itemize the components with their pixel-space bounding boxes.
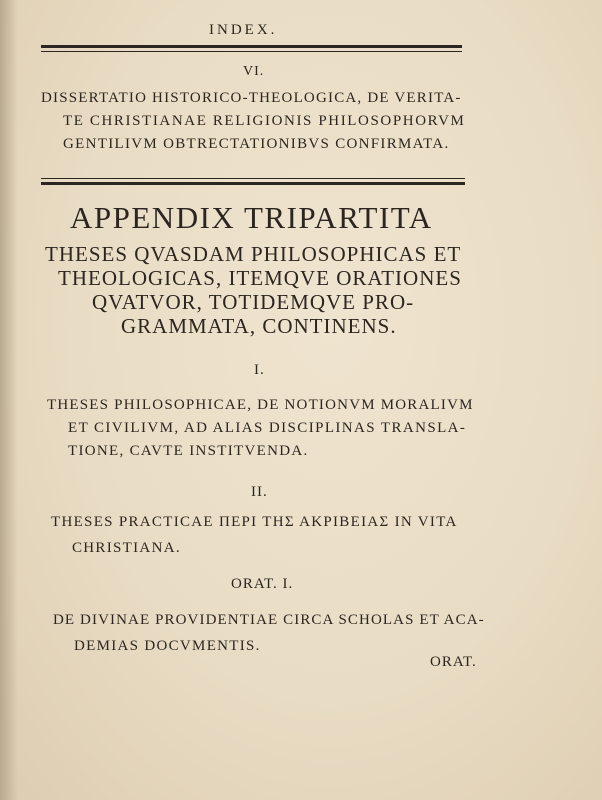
header-rule-thick: [41, 45, 462, 48]
part-ii-line-1: THESES PRACTICAE ΠΕΡΙ ΤΗΣ ΑΚΡΙΒΕΙΑΣ IN VITA: [51, 514, 458, 530]
section-vi-line-1: DISSERTATIO HISTORICO-THEOLOGICA, DE VERITA-: [41, 90, 462, 106]
divider-rule-thin: [41, 178, 465, 179]
appendix-subtitle-line-2: THEOLOGICAS, ITEMQVE ORATIONES: [58, 266, 462, 290]
section-vi-line-2: TE CHRISTIANAE RELIGIONIS PHILOSOPHORVM: [63, 113, 466, 129]
part-i-line-3: TIONE, CAVTE INSTITVENDA.: [68, 443, 309, 459]
appendix-subtitle-line-3: QVATVOR, TOTIDEMQVE PRO-: [92, 290, 415, 314]
section-vi-line-3: GENTILIVM OBTRECTATIONIBVS CONFIRMATA.: [63, 136, 450, 152]
divider-rule-thick: [41, 182, 465, 185]
orat-i-line-2: DEMIAS DOCVMENTIS.: [74, 638, 261, 654]
section-vi-number: VI.: [243, 64, 265, 79]
part-i-number: I.: [254, 362, 265, 378]
appendix-subtitle-line-1: THESES QVASDAM PHILOSOPHICAS ET: [45, 242, 462, 266]
page-gutter-shadow: [0, 0, 18, 800]
orat-i-line-1: DE DIVINAE PROVIDENTIAE CIRCA SCHOLAS ET ACA-: [53, 612, 485, 628]
appendix-title: APPENDIX TRIPARTITA: [70, 200, 433, 235]
orat-i-heading: ORAT. I.: [231, 576, 294, 592]
part-i-line-2: ET CIVILIVM, AD ALIAS DISCIPLINAS TRANSLA-: [68, 420, 467, 436]
part-ii-line-2: CHRISTIANA.: [72, 540, 181, 556]
appendix-subtitle-line-4: GRAMMATA, CONTINENS.: [121, 314, 397, 338]
header-rule-thin: [41, 51, 462, 52]
part-ii-number: II.: [251, 484, 268, 500]
part-i-line-1: THESES PHILOSOPHICAE, DE NOTIONVM MORALIVM: [47, 397, 474, 413]
running-header: INDEX.: [209, 22, 278, 38]
catchword: ORAT.: [430, 654, 477, 670]
